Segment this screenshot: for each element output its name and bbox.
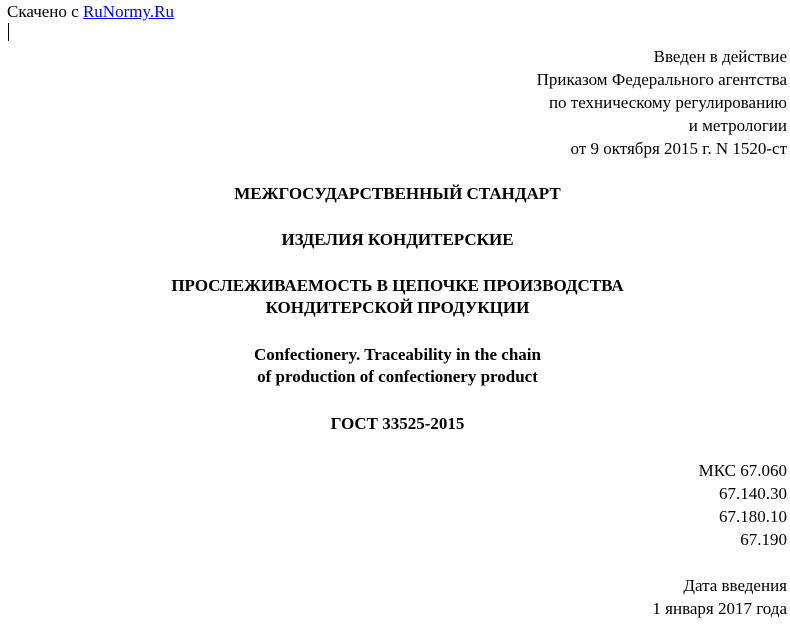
intro-date-block [652,574,787,620]
enactment-line: от 9 октября 2015 г. N 1520-ст [570,139,787,158]
title-english [0,344,790,388]
runormy-link[interactable]: RuNormy.Ru [82,2,174,21]
title-ru-line: КОНДИТЕРСКОЙ ПРОДУКЦИИ [265,298,530,317]
enactment-line: Приказом Федерального агентства [536,70,787,89]
mks-line: 67.140.30 [719,484,787,503]
download-source-line [7,2,174,22]
title-ru-line: ПРОСЛЕЖИВАЕМОСТЬ В ЦЕПОЧКЕ ПРОИЗВОДСТВА [171,276,624,295]
mks-line: 67.190 [740,530,787,549]
download-prefix: Скачено с [7,2,79,21]
title-en-line: Confectionery. Traceability in the chain [254,345,541,364]
mks-line: 67.180.10 [719,507,787,526]
text-cursor [8,23,9,41]
standard-subject-text: ИЗДЕЛИЯ КОНДИТЕРСКИЕ [281,230,514,249]
standard-type [0,183,790,205]
mks-line: МКС 67.060 [698,461,787,480]
intro-date-line: Дата введения [683,576,787,595]
standard-type-text: МЕЖГОСУДАРСТВЕННЫЙ СТАНДАРТ [234,184,561,203]
standard-subject [0,229,790,251]
standard-code [0,413,790,435]
enactment-block [537,45,787,160]
title-russian [0,275,790,319]
mks-block [699,459,787,551]
standard-code-text: ГОСТ 33525-2015 [330,414,465,433]
enactment-line: и метрологии [688,116,787,135]
title-en-line: of production of confectionery product [257,367,538,386]
enactment-line: Введен в действие [653,47,787,66]
enactment-line: по техническому регулированию [548,93,787,112]
intro-date-line: 1 января 2017 года [652,599,787,618]
